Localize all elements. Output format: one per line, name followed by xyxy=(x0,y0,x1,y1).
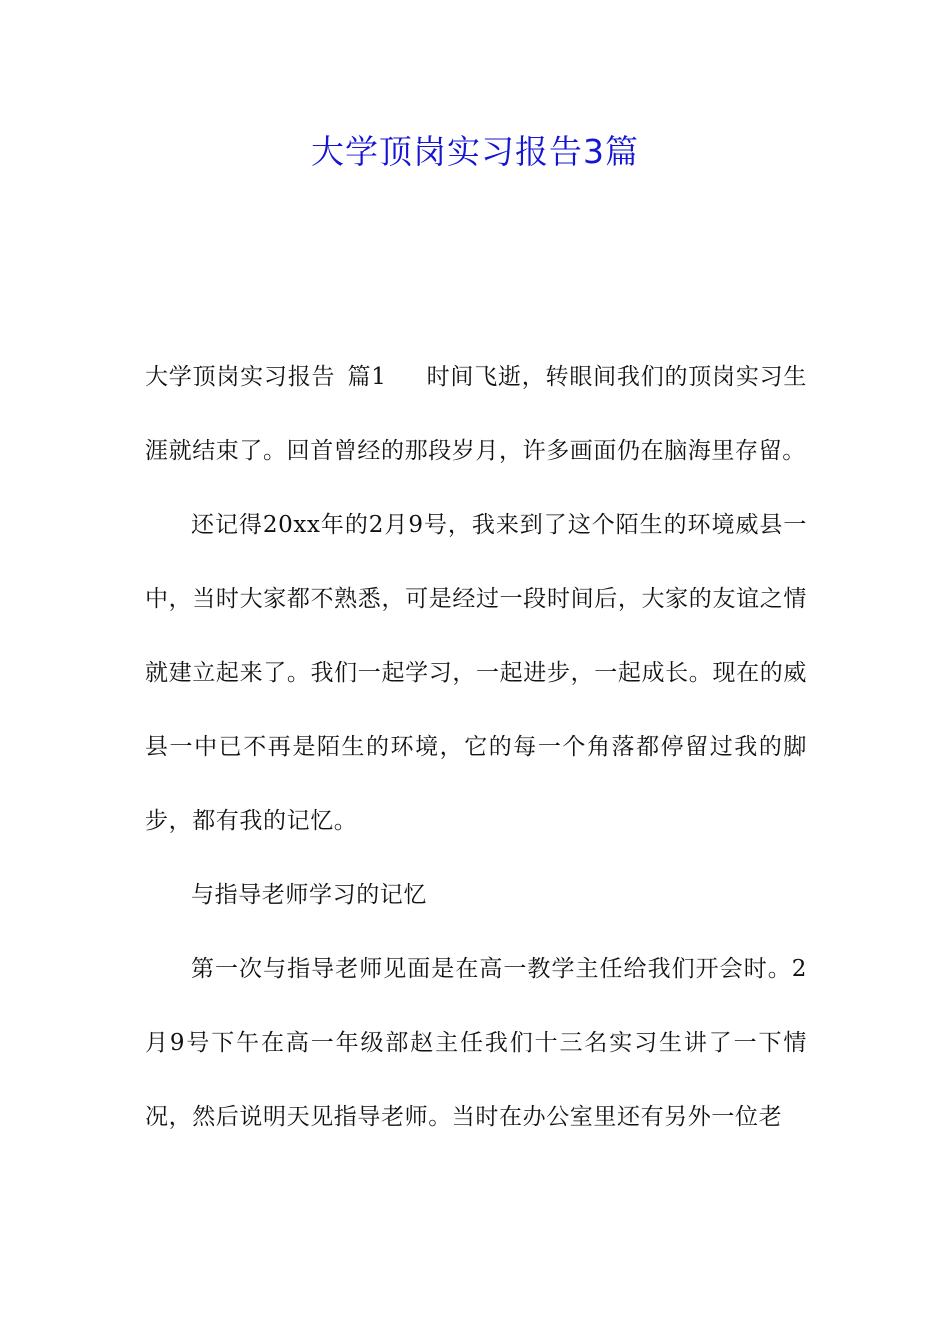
section-part-label: 篇1 xyxy=(347,364,387,390)
paragraph-3: 第一次与指导老师见面是在高一教学主任给我们开会时。2月9号下午在高一年级部赵主任我们十三名实习生讲了一下情况，然后说明天见指导老师。当时在办公室里还有另外一位老 xyxy=(145,956,807,1130)
paragraph-2: 还记得20xx年的2月9号，我来到了这个陌生的环境威县一中，当时大家都不熟悉，可是经过一段时间后，大家的友谊之情就建立起来了。我们一起学习，一起进步，一起成长。现在的威县一中已不再是陌生的环境，它的每一个角落都停留过我的脚步，都有我的记忆。 xyxy=(145,512,807,834)
section-heading-inline: 大学顶岗实习报告 xyxy=(145,364,336,390)
paragraph-1-text: 时间飞逝，转眼间我们的顶岗实习生涯就结束了。回首曾经的那段岁月，许多画面仍在脑海里存留。 xyxy=(145,364,807,464)
subheading-advisor-memory: 与指导老师学习的记忆 xyxy=(191,882,427,908)
paragraph-1 xyxy=(145,340,807,488)
document-body xyxy=(145,340,807,1154)
document-title: 大学顶岗实习报告3篇 xyxy=(311,132,639,171)
